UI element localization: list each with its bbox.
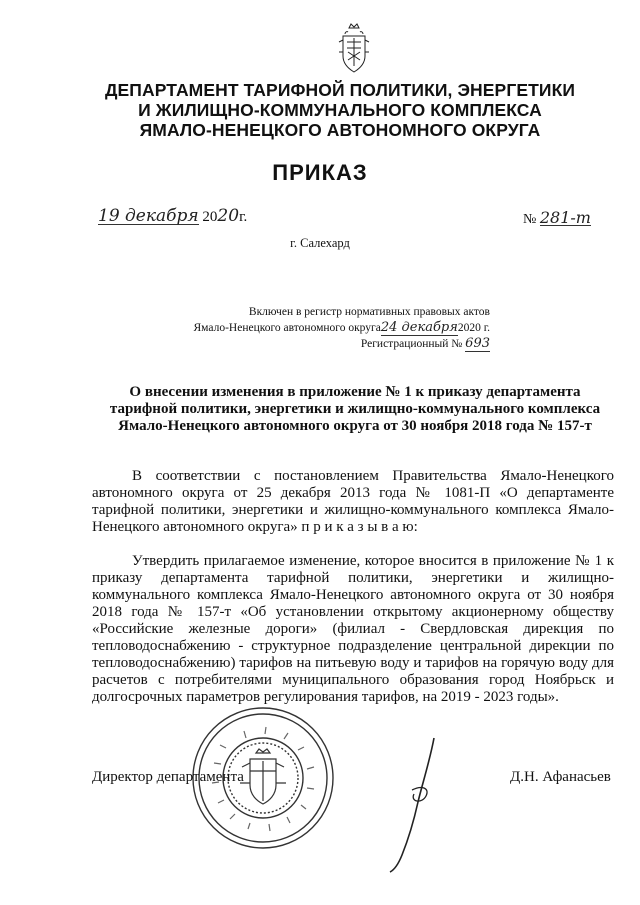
registry-line-2-prefix: Ямало-Ненецкого автономного округа [193, 322, 381, 334]
order-number [523, 210, 591, 228]
header-line-3: ЯМАЛО-НЕНЕЦКОГО АВТОНОМНОГО ОКРУГА [139, 120, 541, 140]
number-label: № [523, 212, 537, 227]
subject-line-3: Ямало-Ненецкого автономного округа от 30 ноября 2018 года № 157-т [118, 418, 592, 434]
date-year-prefix: 20 [198, 209, 218, 225]
registry-line-3 [180, 336, 490, 352]
registry-line-2 [180, 320, 490, 336]
header-line-2: И ЖИЛИЩНО-КОММУНАЛЬНОГО КОМПЛЕКСА [138, 100, 542, 120]
order-paragraph [92, 553, 614, 706]
city-line: г. Салехард [290, 236, 350, 250]
preamble-paragraph [92, 468, 614, 536]
registry-line-1: Включен в регистр нормативных правовых актов [248, 306, 490, 318]
order-date [98, 206, 247, 226]
registry-number-label: Регистрационный № [360, 338, 463, 350]
coat-of-arms-icon [337, 22, 371, 76]
department-header [60, 80, 620, 140]
subject-line-2: тарифной политики, энергетики и жилищно-коммунального комплекса [109, 401, 601, 417]
registry-block [180, 304, 490, 352]
registry-date-handwritten: 24 декабря [380, 320, 458, 335]
registry-line-2-suffix: 2020 г. [457, 322, 490, 334]
date-year-handwritten: 20 [217, 206, 240, 226]
order-subject [85, 384, 625, 435]
signatory-position: Директор департамента [92, 769, 244, 785]
date-handwritten: 19 декабря [98, 206, 199, 226]
header-line-1: ДЕПАРТАМЕНТ ТАРИФНОЙ ПОЛИТИКИ, ЭНЕРГЕТИКИ [104, 80, 576, 100]
order-text: Утвердить прилагаемое изменение, которое вносится в приложение № 1 к приказу департамента тарифной политики, энергетики и жилищно-коммунального комплекса Ямало-Ненецкого автономного округа от 30 ноября 2018 года № 157-т «Об установлении открытому акционерному обществу «Российские железные дороги» (филиал - Свердловская дирекция по тепловодоснабжению - структурное подразделение центральной дирекции по тепловодоснабжению) тарифов на питьевую воду и тарифов на горячую воду для расчетов с потребителями муниципального образования город Ноябрьск и долгосрочных параметров регулирования тарифов, на 2019 - 2023 годы». [92, 553, 614, 705]
preamble-text: В соответствии с постановлением Правительства Ямало-Ненецкого автономного округа от 25 декабря 2013 года № 1081-П «О департаменте тарифной политики, энергетики и жилищно-коммунального комплекса Ямало-Ненецкого автономного округа» п р и к а з ы в а ю: [92, 468, 614, 535]
signatory-name: Д.Н. Афанасьев [510, 769, 611, 785]
number-handwritten: 281-т [539, 208, 591, 227]
handwritten-signature-icon [372, 730, 462, 880]
document-title: ПРИКАЗ [272, 160, 368, 185]
date-year-suffix: г. [239, 209, 248, 225]
registry-number-handwritten: 693 [465, 336, 490, 351]
subject-line-1: О внесении изменения в приложение № 1 к приказу департамента [129, 384, 581, 400]
